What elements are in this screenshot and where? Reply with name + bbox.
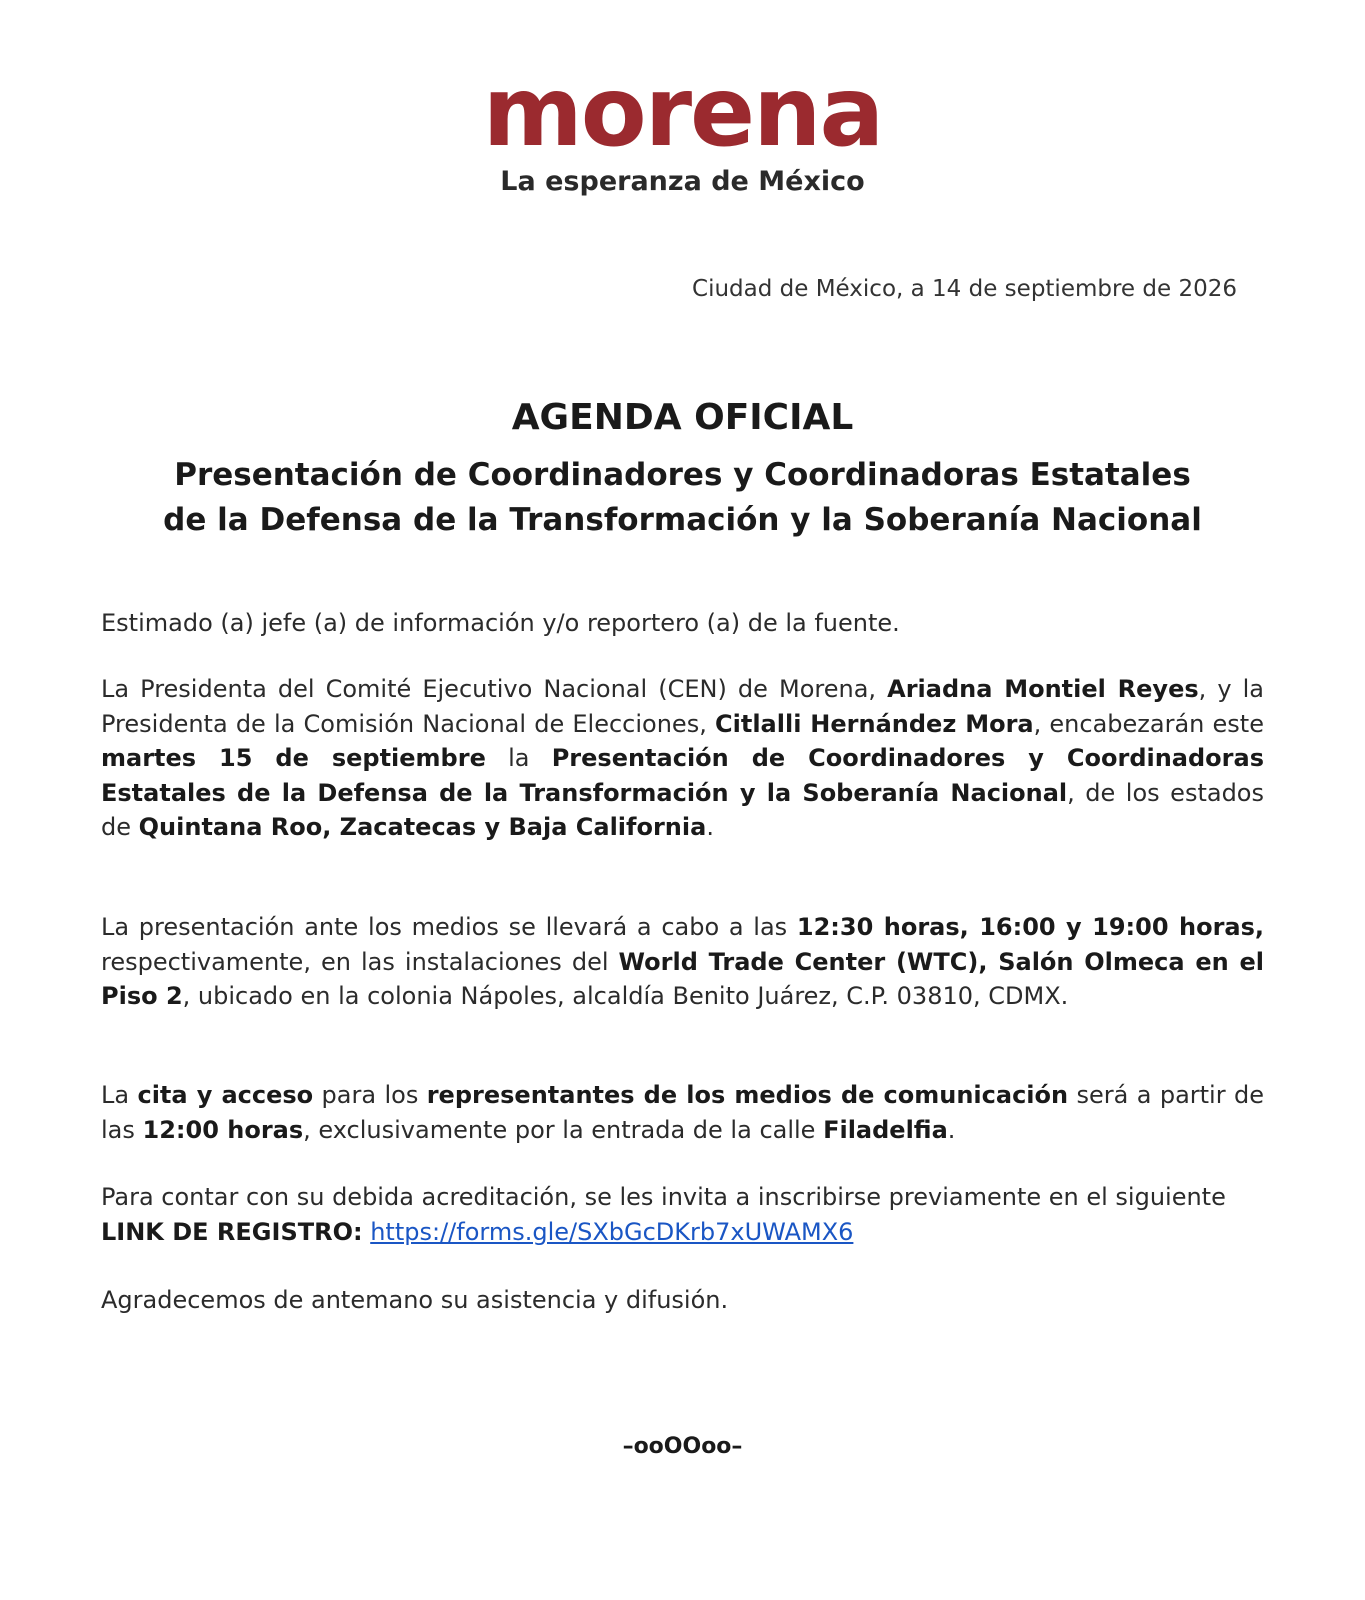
- p3-text-4: , exclusivamente por la entrada de la calle: [303, 1115, 824, 1144]
- p1-bold-5: Quintana Roo, Zacatecas y Baja California: [138, 813, 707, 841]
- p1-text-1: La Presidenta del Comité Ejecutivo Nacional (CEN) de Morena,: [101, 675, 888, 703]
- p1-bold-1: Ariadna Montiel Reyes: [887, 675, 1199, 703]
- logo-wordmark: morena: [482, 56, 883, 168]
- p1-bold-4: Presentación de Coordinadores y Coordinadoras Estatales de la Defensa de la Transformación y la Soberanía Nacional: [101, 744, 1264, 807]
- p1-bold-2: Citlalli Hernández Mora: [715, 709, 1034, 738]
- morena-logo: [0, 56, 1365, 198]
- document-title: AGENDA OFICIAL: [511, 397, 854, 438]
- paragraph-registration: [101, 1180, 1264, 1249]
- p3-bold-1: cita y acceso: [137, 1081, 314, 1109]
- p3-text-5: .: [947, 1115, 956, 1144]
- logo-tagline: La esperanza de México: [500, 166, 865, 197]
- p3-text-2: para los: [313, 1081, 427, 1109]
- p1-text-4: la: [485, 744, 552, 772]
- p4-text-1: Para contar con su debida acreditación, se les invita a inscribirse previamente en el siguiente: [101, 1183, 1226, 1211]
- p1-text-2: , y la Presidenta de la Comisión Nacional de Elecciones,: [101, 675, 1264, 738]
- p3-text-1: La: [101, 1081, 138, 1109]
- p2-text-2: respectivamente, en las instalaciones del: [101, 947, 619, 976]
- p3-text-3: será a partir de las: [101, 1081, 1264, 1144]
- p1-text-6: .: [706, 813, 714, 841]
- document-subtitle: [80, 453, 1285, 543]
- p1-bold-3: martes 15 de septiembre: [101, 744, 486, 772]
- registration-link[interactable]: https://forms.gle/SXbGcDKrb7xUWAMX6: [370, 1217, 854, 1246]
- closing-mark: –ooOOoo–: [622, 1434, 743, 1459]
- p1-text-3: , encabezarán este: [1033, 709, 1264, 738]
- p4-bold-1: LINK DE REGISTRO:: [101, 1217, 363, 1246]
- p3-bold-3: 12:00 horas: [142, 1115, 304, 1144]
- subtitle-line-2: de la Defensa de la Transformación y la Soberanía Nacional: [163, 502, 1202, 538]
- paragraph-announcement: [101, 672, 1264, 845]
- subtitle-line-1: Presentación de Coordinadores y Coordinadoras Estatales: [174, 457, 1191, 493]
- p3-bold-4: Filadelfia: [823, 1115, 948, 1144]
- p2-text-1: La presentación ante los medios se llevará a cabo a las: [101, 913, 797, 941]
- p2-text-3: , ubicado en la colonia Nápoles, alcaldía Benito Juárez, C.P. 03810, CDMX.: [182, 982, 1069, 1010]
- p3-bold-2: representantes de los medios de comunicación: [426, 1081, 1069, 1109]
- date-line: Ciudad de México, a 14 de septiembre de 2026: [692, 276, 1237, 302]
- paragraph-thanks: Agradecemos de antemano su asistencia y difusión.: [101, 1286, 729, 1314]
- paragraph-schedule: [101, 910, 1264, 1014]
- paragraph-access: [101, 1078, 1264, 1147]
- p2-bold-2: World Trade Center (WTC), Salón Olmeca en el Piso 2: [101, 947, 1264, 1010]
- greeting-paragraph: Estimado (a) jefe (a) de información y/o reportero (a) de la fuente.: [101, 609, 900, 637]
- p1-text-5: , de los estados de: [101, 778, 1264, 841]
- p2-bold-1: 12:30 horas, 16:00 y 19:00 horas,: [796, 913, 1265, 941]
